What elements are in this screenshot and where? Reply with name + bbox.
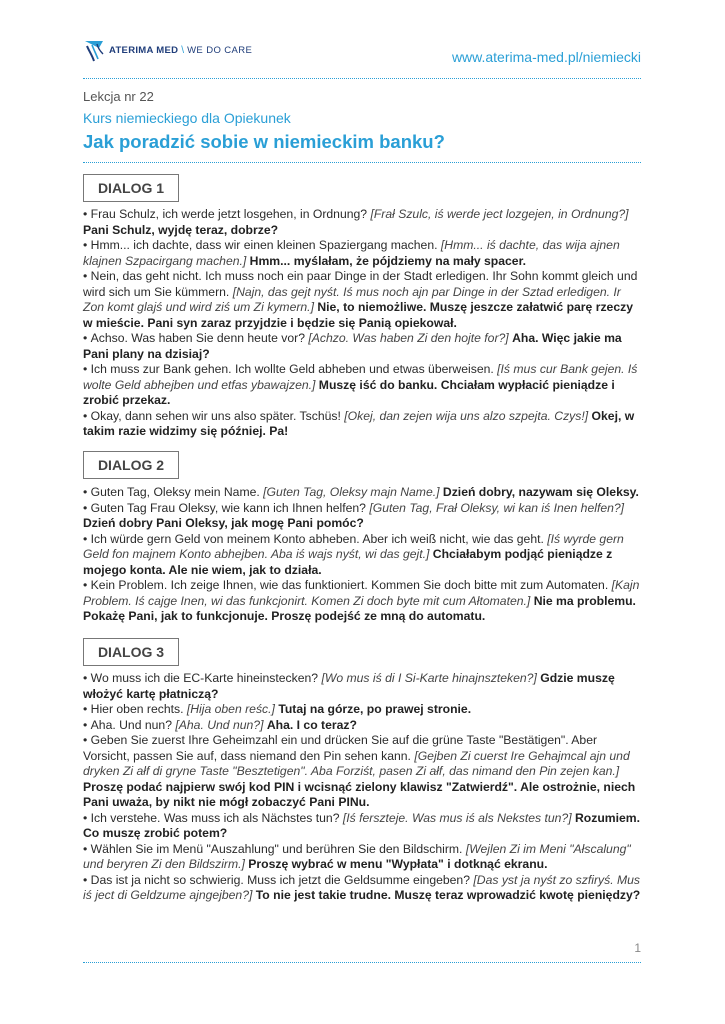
polish-translation: Proszę wybrać w menu "Wypłata" i dotknąć ekranu. [248, 857, 548, 871]
polish-translation: Aha. I co teraz? [266, 717, 357, 732]
phonetic-text: [Das yst ja nyśt zo szfiryś. Mus iś ject di Geldzume ajngejben?] [83, 872, 640, 902]
dialog-line [83, 238, 643, 269]
german-text: • Ich muss zur Bank gehen. Ich wollte Geld abheben und etwas überweisen. [83, 362, 494, 376]
dialog-2-content [83, 485, 643, 625]
phonetic-text: [Okej, dan zejen wija uns alzo szpejta. Czys!] [344, 408, 589, 423]
polish-translation: Nie, to niemożliwe. Muszę jeszcze załatwić parę rzeczy w mieście. Pani syn zaraz przyjdzie i będzie się Panią opiekował. [83, 300, 633, 330]
phonetic-text: [Aha. Und nun?] [175, 717, 264, 732]
phonetic-text: [Achzo. Was haben Zi den hojte for?] [308, 331, 509, 345]
phonetic-text: [Najn, das gejt nyśt. Iś mus noch ajn par Dinge in der Sztad erledigen. Ir Zon komt glajś und wird ziś um Zi kymern.] [83, 284, 621, 314]
polish-translation: Pani Schulz, wyjdę teraz, dobrze? [83, 222, 279, 237]
phonetic-text: [Iś wyrde gern Geld fon majnem Konto abhejben. Aba iś wajs nyśt, wi das gejt.] [83, 531, 624, 561]
phonetic-text: [Hija oben reśc.] [186, 702, 275, 716]
dialog-3-heading: DIALOG 3 [83, 638, 179, 666]
german-text: • Hier oben rechts. [83, 702, 183, 716]
dialog-line [83, 578, 643, 625]
german-text: • Das ist ja nicht so schwierig. Muss ich jetzt die Geldsumme eingeben? [83, 873, 470, 887]
dialog-line [83, 501, 643, 532]
polish-translation: Hmm... myślałam, że pójdziemy na mały spacer. [249, 253, 527, 268]
dialog-line [83, 671, 643, 702]
polish-translation: Nie ma problemu. Pokażę Pani, jak to funkcjonuje. Proszę podejść ze mną do automatu. [83, 593, 636, 623]
german-text: • Wählen Sie im Menü "Auszahlung" und berühren Sie den Bildschirm. [83, 842, 462, 856]
course-name: Kurs niemieckiego dla Opiekunek [83, 110, 291, 126]
phonetic-text: [Gejben Zi cuerst Ire Gehajmcal ajn und dryken Zi ałf di gryne Taste "Besztetigen". Aba Forziśt, pasen Zi ałf, das nimand den Pin zejen kan.] [83, 748, 630, 778]
polish-translation: To nie jest takie trudne. Muszę teraz wprowadzić kwotę pieniędzy? [255, 888, 641, 902]
page-title: Jak poradzić sobie w niemieckim banku? [83, 131, 445, 152]
phonetic-text: [Iś mus cur Bank gejen. Iś wolte Geld abhejben und etfas ybawajzen.] [83, 362, 638, 392]
phonetic-text: [Wejlen Zi im Meni "Ałscalung" und beryren Zi den Bildszirm.] [83, 841, 631, 871]
dialog-line [83, 269, 643, 331]
logo-icon [83, 37, 105, 63]
dialog-line [83, 485, 643, 501]
brand-logo [83, 33, 252, 67]
dialog-2-heading: DIALOG 2 [83, 451, 179, 479]
logo-name: ATERIMA MED [109, 44, 179, 56]
german-text: • Guten Tag Frau Oleksy, wie kann ich Ihnen helfen? [83, 501, 366, 515]
german-text: • Guten Tag, Oleksy mein Name. [83, 485, 260, 499]
phonetic-text: [Iś ferszteje. Was mus iś als Nekstes tun?] [342, 810, 572, 825]
dialog-line [83, 718, 643, 734]
dialog-3-content [83, 671, 643, 904]
phonetic-text: [Hmm... iś dachte, das wija ajnen klajnen Szpacirgang machen.] [83, 238, 620, 268]
page-number: 1 [634, 941, 641, 955]
footer-divider [83, 962, 641, 963]
page-header [83, 33, 641, 73]
dialog-line [83, 873, 643, 904]
polish-translation: Dzień dobry, nazywam się Oleksy. [442, 485, 639, 499]
dialog-1-heading: DIALOG 1 [83, 174, 179, 202]
phonetic-text: [Wo mus iś di I Si-Karte hinajnszteken?] [321, 671, 537, 685]
dialog-line [83, 207, 643, 238]
polish-translation: Chciałabym podjąć pieniądze z mojego konta. Ale nie wiem, jak to działa. [83, 547, 613, 577]
polish-translation: Proszę podać najpierw swój kod PIN i wcisnąć zielony klawisz "Zatwierdź". Ale ostrożnie, niech Pani uważa, by nikt nie mógł zobaczyć Pani PINu. [83, 779, 636, 809]
polish-translation: Tutaj na górze, po prawej stronie. [278, 702, 472, 716]
german-text: • Ich würde gern Geld von meinem Konto abheben. Aber ich weiß nicht, wie das geht. [83, 532, 544, 546]
dialog-line [83, 532, 643, 579]
german-text: • Kein Problem. Ich zeige Ihnen, wie das funktioniert. Kommen Sie doch bitte mit zum Automaten. [83, 578, 608, 592]
german-text: • Nein, das geht nicht. Ich muss noch ein paar Dinge in der Stadt erledigen. Ihr Sohn kommt gleich und wird sich um Sie kümmern. [83, 269, 637, 299]
phonetic-text: [Kajn Problem. Iś cajge Inen, wi das funkcjonirt. Komen Zi doch byte mit cum Ałtomaten.] [83, 578, 640, 608]
german-text: • Achso. Was haben Sie denn heute vor? [83, 331, 305, 345]
polish-translation: Gdzie muszę włożyć kartę płatniczą? [83, 671, 615, 701]
german-text: • Frau Schulz, ich werde jetzt losgehen, in Ordnung? [83, 207, 367, 221]
polish-translation: Aha. Więc jakie ma Pani plany na dzisiaj? [83, 331, 622, 361]
german-text: • Wo muss ich die EC-Karte hineinstecken? [83, 671, 318, 685]
phonetic-text: [Guten Tag, Oleksy majn Name.] [263, 485, 440, 499]
phonetic-text: [Frał Szulc, iś werde ject lozgejen, in Ordnung?] [370, 207, 629, 221]
dialog-line [83, 811, 643, 842]
logo-tagline: WE DO CARE [187, 44, 253, 56]
dialog-line [83, 842, 643, 873]
german-text: • Ich verstehe. Was muss ich als Nächstes tun? [83, 811, 339, 825]
header-divider [83, 78, 641, 79]
polish-translation: Dzień dobry Pani Oleksy, jak mogę Pani pomóc? [83, 516, 364, 530]
dialog-line [83, 733, 643, 811]
dialog-line [83, 702, 643, 718]
dialog-line [83, 409, 643, 440]
phonetic-text: [Guten Tag, Frał Oleksy, wi kan iś Inen helfen?] [369, 500, 625, 515]
polish-translation: Rozumiem. Co muszę zrobić potem? [83, 810, 640, 840]
german-text: • Okay, dann sehen wir uns also später. Tschüs! [83, 409, 341, 423]
german-text: • Hmm... ich dachte, dass wir einen kleinen Spaziergang machen. [83, 238, 438, 252]
logo-separator: \ [181, 44, 185, 56]
polish-translation: Muszę iść do banku. Chciałam wypłacić pieniądze i zrobić przekaz. [83, 377, 615, 407]
german-text: • Geben Sie zuerst Ihre Geheimzahl ein und drücken Sie auf die grüne Taste "Bestätigen". Aber Vorsicht, passen Sie auf, dass niemand den Pin sehen kann. [83, 733, 597, 763]
german-text: • Aha. Und nun? [83, 718, 172, 732]
dialog-1-content [83, 207, 643, 440]
title-divider [83, 162, 641, 163]
polish-translation: Okej, w takim razie widzimy się później. Pa! [83, 408, 635, 438]
lesson-number: Lekcja nr 22 [83, 89, 154, 104]
website-link[interactable]: www.aterima-med.pl/niemiecki [451, 49, 641, 65]
dialog-line [83, 362, 643, 409]
dialog-line [83, 331, 643, 362]
